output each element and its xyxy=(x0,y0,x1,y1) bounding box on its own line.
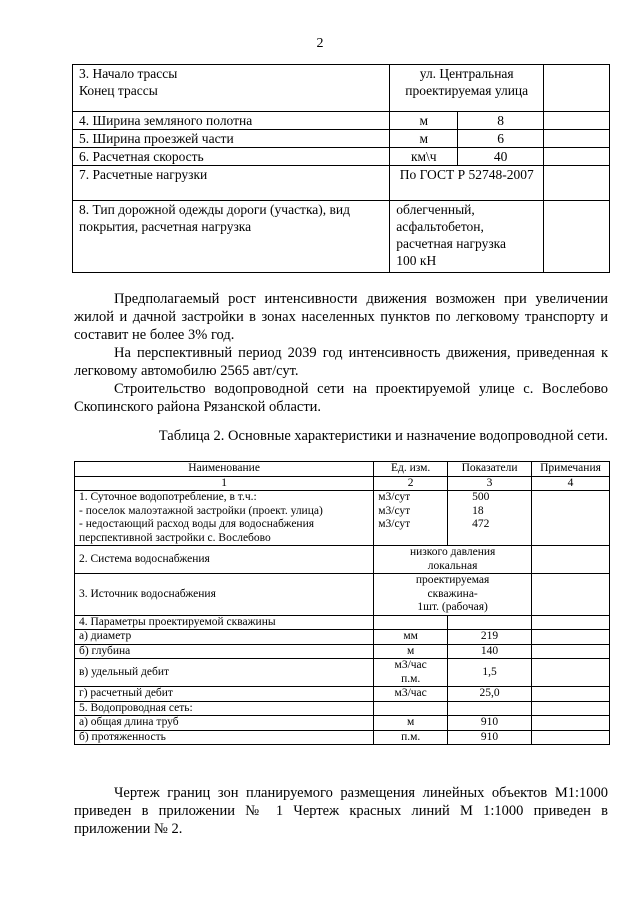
table-cell xyxy=(532,644,610,659)
table-cell xyxy=(544,166,610,201)
cell-line: м3/сут xyxy=(378,491,411,503)
table-cell: км\ч xyxy=(390,148,458,166)
paragraph-text: На перспективный период 2039 год интенсивность движения, приведенная к легковому автомобилю 2565 авт/сут. xyxy=(74,345,608,379)
table-cell: 910 xyxy=(448,716,532,731)
table-cell: По ГОСТ Р 52748-2007 xyxy=(390,166,544,201)
table-row xyxy=(73,166,610,201)
cell-line: расчетная нагрузка xyxy=(396,236,506,251)
paragraph xyxy=(74,290,608,344)
table-cell xyxy=(532,701,610,716)
table-cell: мм xyxy=(374,630,448,645)
table-cell xyxy=(448,491,532,546)
cell-line: 472 xyxy=(472,518,490,530)
cell-line: Конец трассы xyxy=(79,83,158,98)
table-cell xyxy=(532,659,610,687)
table-cell: б) протяженность xyxy=(75,730,374,745)
table-caption: Таблица 2. Основные характеристики и назначение водопроводной сети. xyxy=(158,428,608,444)
table-cell xyxy=(532,716,610,731)
column-header: Ед. изм. xyxy=(374,462,448,477)
table-cell xyxy=(374,491,448,546)
table-cell xyxy=(390,65,544,112)
paragraph xyxy=(74,344,608,380)
column-number-row xyxy=(75,476,610,491)
cell-line: 3. Начало трассы xyxy=(79,66,178,81)
table-cell: м xyxy=(374,716,448,731)
table-cell: 6. Расчетная скорость xyxy=(73,148,390,166)
cell-line: м3/час xyxy=(394,659,427,671)
table-row xyxy=(75,716,610,731)
table-cell: м xyxy=(390,112,458,130)
table-header-row xyxy=(75,462,610,477)
table-cell: г) расчетный дебит xyxy=(75,687,374,702)
cell-line: 18 xyxy=(472,504,484,517)
cell-line: м3/сут xyxy=(378,518,411,530)
cell-line: скважина- xyxy=(427,587,478,600)
table-row xyxy=(75,730,610,745)
cell-line: перспективной застройки с. Вослебово xyxy=(79,531,271,544)
table-cell xyxy=(374,574,532,616)
table-row xyxy=(75,615,610,630)
table-cell xyxy=(374,615,448,630)
cell-line: - поселок малоэтажной застройки (проект. улица) xyxy=(79,504,323,517)
table-cell xyxy=(544,65,610,112)
table-row xyxy=(75,701,610,716)
cell-line: облегченный, xyxy=(396,202,475,217)
table-cell: 1,5 xyxy=(448,659,532,687)
cell-line: асфальтобетон, xyxy=(396,219,484,234)
table-cell xyxy=(532,491,610,546)
table-row xyxy=(73,112,610,130)
column-header: Показатели xyxy=(448,462,532,477)
table-cell: а) диаметр xyxy=(75,630,374,645)
table-cell: 5. Ширина проезжей части xyxy=(73,130,390,148)
table-cell: 8. Тип дорожной одежды дороги (участка), вид покрытия, расчетная нагрузка xyxy=(73,201,390,273)
table-row xyxy=(75,659,610,687)
cell-line: 1. Суточное водопотребление, в т.ч.: xyxy=(79,491,257,503)
table-cell: 4. Параметры проектируемой скважины xyxy=(75,615,374,630)
table-cell xyxy=(532,730,610,745)
table-cell xyxy=(374,659,448,687)
page-number: 2 xyxy=(316,36,324,51)
table-cell: 25,0 xyxy=(448,687,532,702)
column-number: 4 xyxy=(532,476,610,491)
table-cell: 8 xyxy=(458,112,544,130)
table-cell: 140 xyxy=(448,644,532,659)
table-cell xyxy=(448,701,532,716)
table-cell xyxy=(544,201,610,273)
cell-line: низкого давления xyxy=(409,546,496,558)
table-cell xyxy=(544,148,610,166)
table-cell xyxy=(532,630,610,645)
table-cell: 219 xyxy=(448,630,532,645)
cell-line: проектируемая улица xyxy=(405,83,529,98)
table-cell xyxy=(73,65,390,112)
table-cell: 5. Водопроводная сеть: xyxy=(75,701,374,716)
cell-line: п.м. xyxy=(401,672,421,685)
table-cell xyxy=(532,687,610,702)
table-cell: в) удельный дебит xyxy=(75,659,374,687)
column-number: 2 xyxy=(374,476,448,491)
table-cell: 4. Ширина земляного полотна xyxy=(73,112,390,130)
cell-line: 1шт. (рабочая) xyxy=(417,601,488,613)
table-row xyxy=(73,148,610,166)
cell-line: локальная xyxy=(427,559,478,572)
table-row xyxy=(73,201,610,273)
table-cell: 2. Система водоснабжения xyxy=(75,546,374,574)
table-cell: 6 xyxy=(458,130,544,148)
table-cell xyxy=(75,491,374,546)
column-number: 1 xyxy=(75,476,374,491)
table-cell: а) общая длина труб xyxy=(75,716,374,731)
paragraph-text: Чертеж границ зон планируемого размещения линейных объектов М1:1000 приведен в приложении № 1 Чертеж красных линий М 1:1000 приведен в приложении № 2. xyxy=(74,785,608,837)
table-cell xyxy=(532,615,610,630)
table-cell: 3. Источник водоснабжения xyxy=(75,574,374,616)
cell-line: 500 xyxy=(472,491,490,503)
column-header: Наименование xyxy=(75,462,374,477)
table-cell: 910 xyxy=(448,730,532,745)
paragraph xyxy=(74,784,608,838)
column-number: 3 xyxy=(448,476,532,491)
table-cell xyxy=(544,112,610,130)
table-row xyxy=(75,491,610,546)
table-cell: п.м. xyxy=(374,730,448,745)
table-cell xyxy=(532,546,610,574)
table-cell: 7. Расчетные нагрузки xyxy=(73,166,390,201)
road-parameters-table xyxy=(72,64,610,273)
paragraph-text: Строительство водопроводной сети на проектируемой улице с. Вослебово Скопинского района Рязанской области. xyxy=(74,381,608,415)
table-cell: м xyxy=(374,644,448,659)
cell-line: - недостающий расход воды для водоснабжения xyxy=(79,518,315,530)
cell-line: 100 кН xyxy=(396,253,437,268)
table-cell xyxy=(374,546,532,574)
cell-line: ул. Центральная xyxy=(419,66,514,81)
table-row xyxy=(75,630,610,645)
table-cell xyxy=(532,574,610,616)
cell-line: м3/сут xyxy=(378,504,411,517)
cell-line: проектируемая xyxy=(415,574,490,586)
table-cell: 40 xyxy=(458,148,544,166)
table-cell xyxy=(448,615,532,630)
paragraph xyxy=(74,380,608,416)
table-cell: м3/час xyxy=(374,687,448,702)
water-network-table xyxy=(74,461,610,745)
table-row xyxy=(75,546,610,574)
table-row xyxy=(75,574,610,616)
table-row xyxy=(73,130,610,148)
table-cell: б) глубина xyxy=(75,644,374,659)
table-cell: м xyxy=(390,130,458,148)
table-row xyxy=(75,687,610,702)
column-header: Примечания xyxy=(532,462,610,477)
table-cell xyxy=(544,130,610,148)
paragraph-text: Предполагаемый рост интенсивности движения возможен при увеличении жилой и дачной застройки в зонах населенных пунктов по легковому транспорту и составит не более 3% год. xyxy=(74,291,608,343)
table-row xyxy=(75,644,610,659)
table-row xyxy=(73,65,610,112)
table-cell xyxy=(374,701,448,716)
table-cell xyxy=(390,201,544,273)
